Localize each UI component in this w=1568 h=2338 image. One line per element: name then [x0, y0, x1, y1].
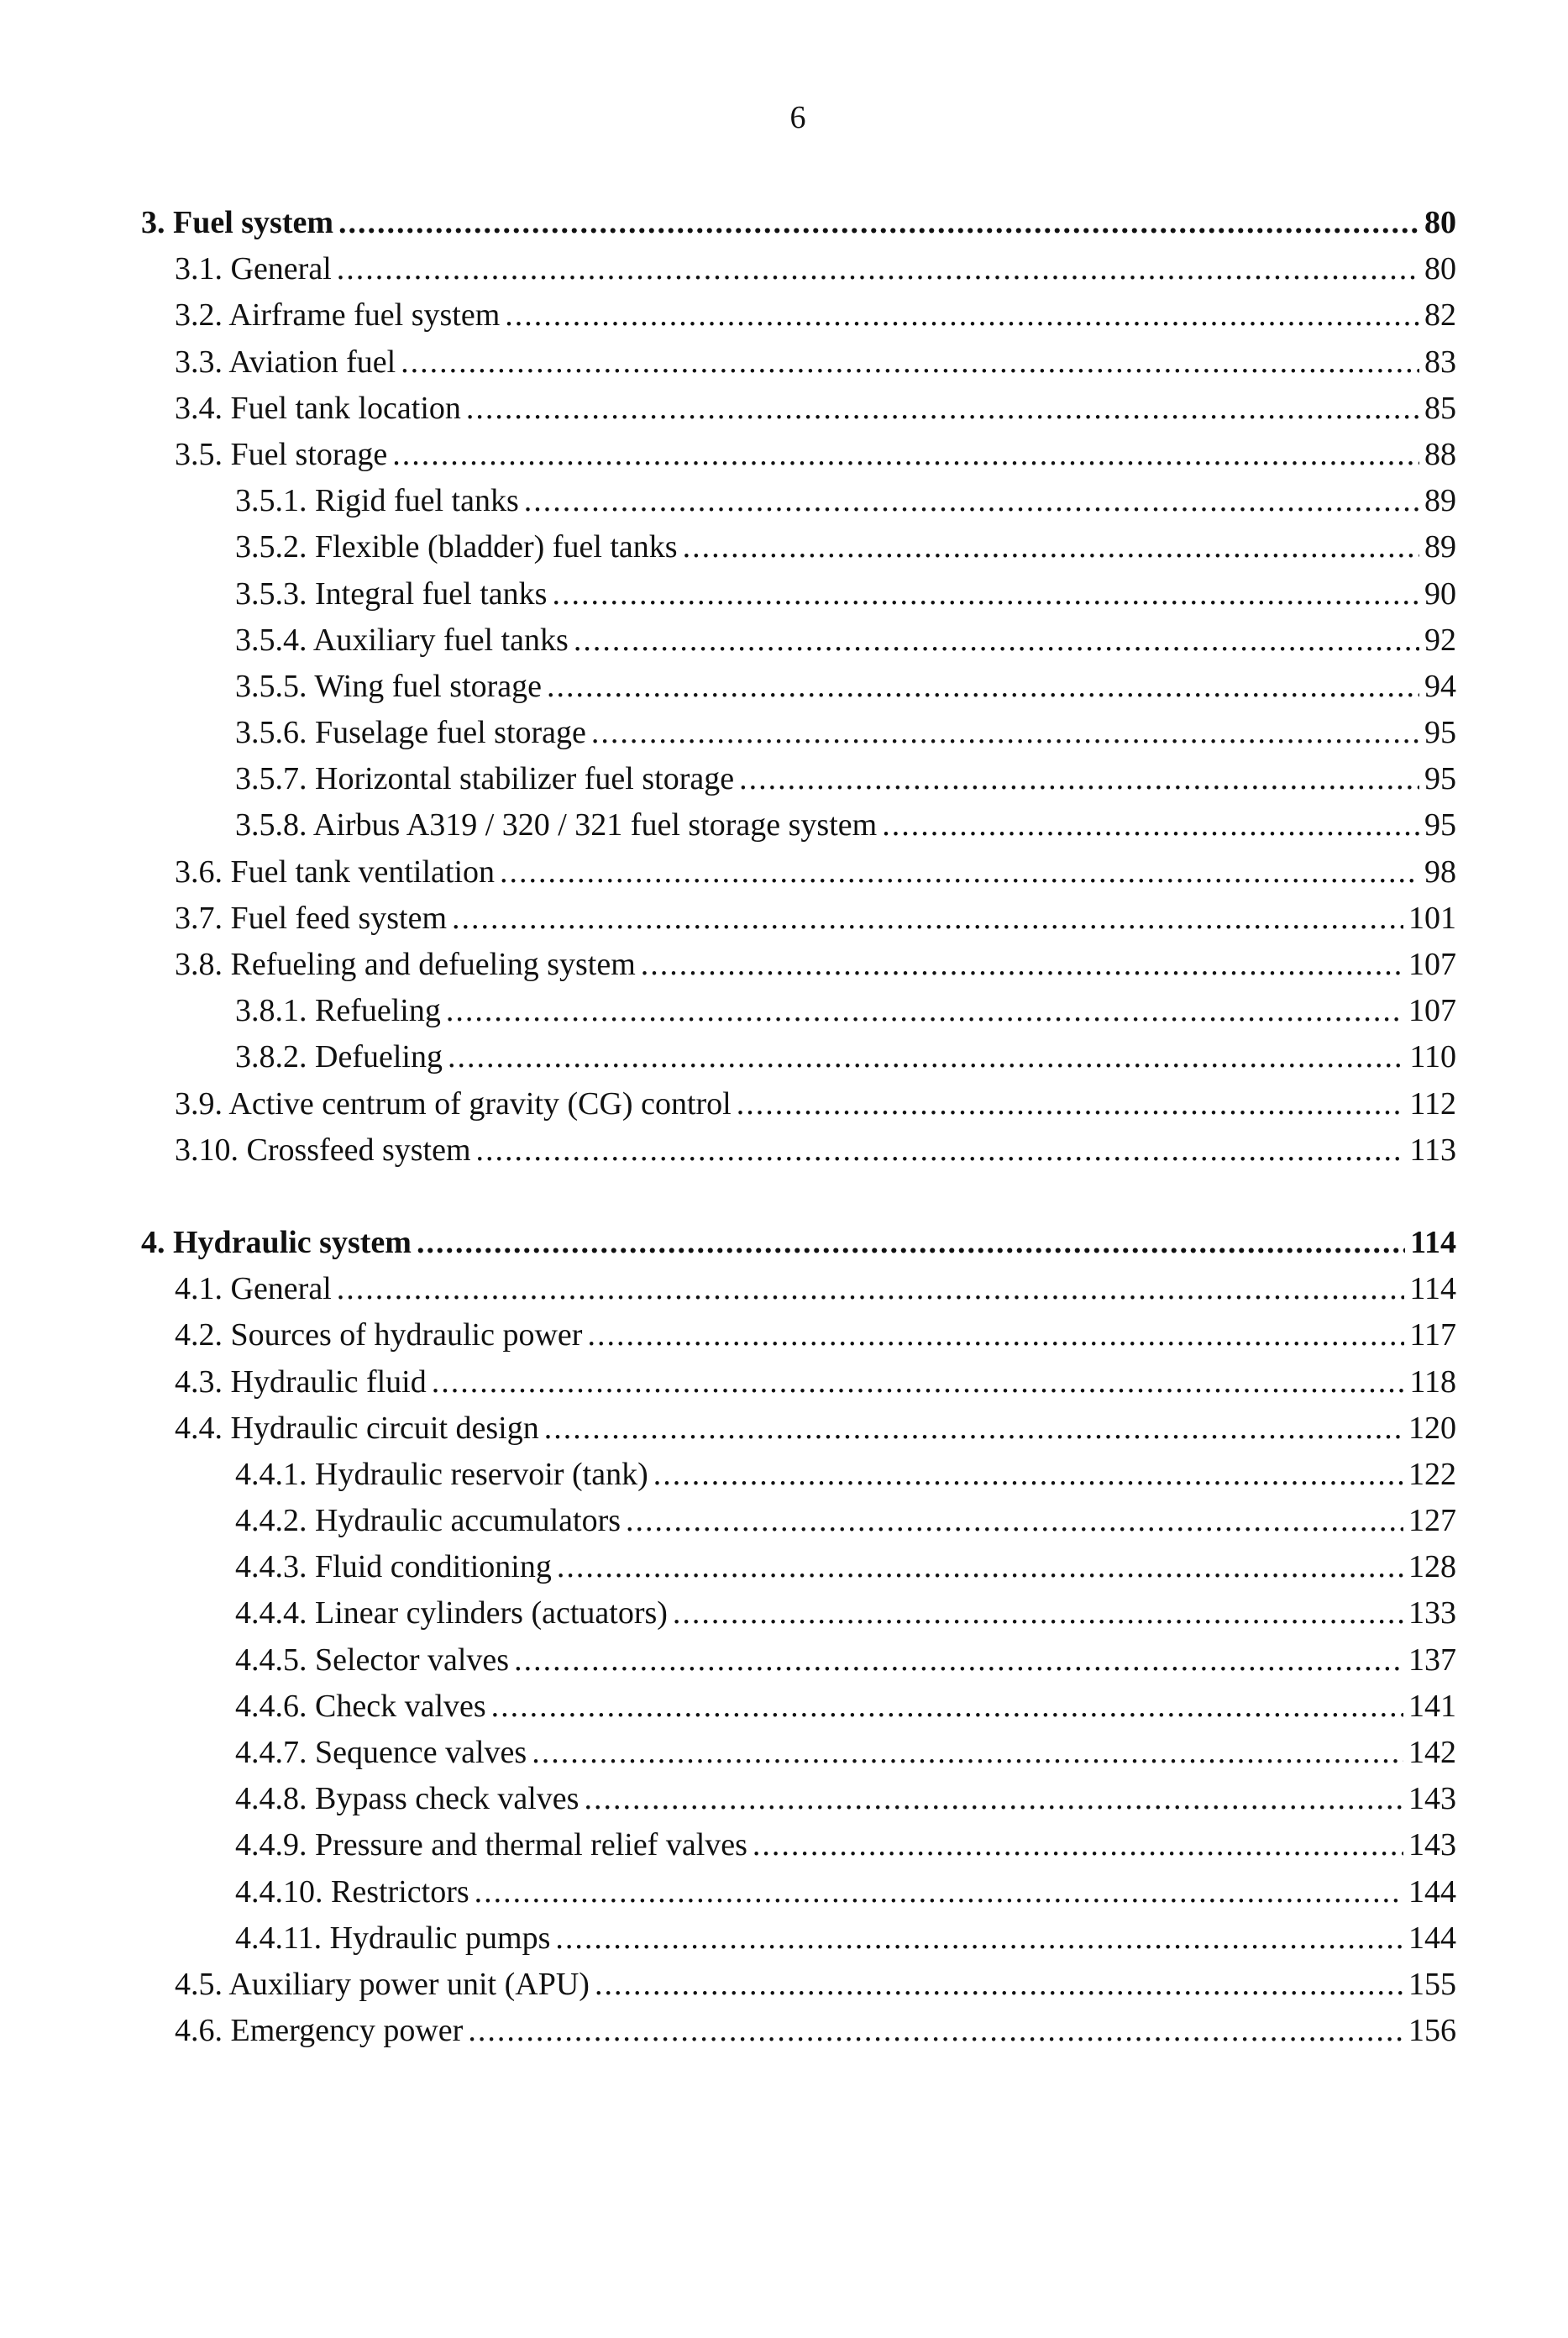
toc-entry[interactable] [141, 432, 1456, 478]
toc-entry[interactable] [141, 339, 1456, 386]
toc-entry-page: 156 [1408, 2013, 1456, 2049]
toc-entry[interactable] [141, 1034, 1456, 1080]
toc-entry-title: 4.4.3. Fluid conditioning [235, 1549, 552, 1585]
toc-entry[interactable] [141, 292, 1456, 339]
dot-leader [683, 524, 1419, 570]
dot-leader [641, 942, 1403, 988]
toc-entry[interactable] [141, 524, 1456, 570]
toc-entry-title: 3.1. General [175, 251, 332, 287]
dot-leader [544, 1405, 1403, 1452]
dot-leader [673, 1590, 1403, 1637]
toc-entry-title: 3.5.4. Auxiliary fuel tanks [235, 622, 569, 658]
toc-entry-page: 144 [1408, 1920, 1456, 1956]
toc-entry[interactable] [141, 1637, 1456, 1684]
toc-entry[interactable] [141, 386, 1456, 432]
toc-entry[interactable] [141, 1081, 1456, 1127]
toc-entry-page: 143 [1408, 1827, 1456, 1863]
toc-entry[interactable] [141, 664, 1456, 710]
toc-entry[interactable] [141, 1266, 1456, 1312]
toc-entry-title: 4.4.6. Check valves [235, 1688, 486, 1724]
dot-leader [595, 1962, 1403, 2008]
toc-entry-title: 4.4.4. Linear cylinders (actuators) [235, 1595, 668, 1631]
toc-entry-title: 3.4. Fuel tank location [175, 390, 461, 426]
toc-entry-page: 92 [1424, 622, 1456, 658]
toc-entry-page: 112 [1409, 1085, 1456, 1122]
toc-entry[interactable] [141, 1498, 1456, 1544]
toc-entry-page: 143 [1408, 1781, 1456, 1817]
toc-entry[interactable] [141, 2008, 1456, 2054]
toc-entry-page: 101 [1408, 900, 1456, 936]
toc-entry-page: 133 [1408, 1595, 1456, 1631]
dot-leader [417, 1220, 1405, 1266]
toc-entry[interactable] [141, 617, 1456, 664]
toc-entry-title: 3. Fuel system [141, 205, 334, 240]
dot-leader [475, 1869, 1403, 1915]
dot-leader [532, 1730, 1403, 1776]
dot-leader [882, 802, 1419, 849]
dot-leader [555, 1915, 1403, 1962]
toc-entry-title: 4.4.10. Restrictors [235, 1873, 469, 1910]
dot-leader [739, 756, 1419, 802]
toc-entry-title: 3.5.7. Horizontal stabilizer fuel storage [235, 761, 735, 797]
toc-entry[interactable] [141, 1359, 1456, 1405]
toc-entry[interactable] [141, 571, 1456, 617]
toc-entry[interactable] [141, 1869, 1456, 1915]
dot-leader [432, 1359, 1405, 1405]
toc-chapter-entry[interactable] [141, 200, 1456, 246]
toc-entry-title: 4.4.7. Sequence valves [235, 1735, 527, 1770]
toc-entry-title: 4. Hydraulic system [141, 1224, 412, 1260]
dot-leader [547, 664, 1419, 710]
dot-leader [753, 1822, 1403, 1868]
dot-leader [505, 292, 1419, 339]
dot-leader [514, 1637, 1403, 1684]
dot-leader [452, 896, 1403, 942]
toc-entry-page: 127 [1408, 1503, 1456, 1539]
dot-leader [584, 1776, 1403, 1822]
toc-entry[interactable] [141, 1822, 1456, 1868]
toc-entry-title: 3.5.5. Wing fuel storage [235, 668, 543, 704]
toc-entry-page: 82 [1424, 297, 1456, 334]
toc-entry-title: 4.4. Hydraulic circuit design [175, 1410, 539, 1446]
dot-leader [446, 988, 1403, 1034]
toc-entry-title: 4.1. General [175, 1271, 332, 1307]
toc-entry-page: 137 [1408, 1642, 1456, 1678]
dot-leader [466, 386, 1419, 432]
toc-entry-title: 3.7. Fuel feed system [175, 900, 448, 936]
toc-entry-title: 3.8.1. Refueling [235, 993, 441, 1029]
toc-entry[interactable] [141, 896, 1456, 942]
toc-entry-page: 80 [1424, 205, 1456, 240]
toc-entry-page: 155 [1408, 1966, 1456, 2002]
toc-entry[interactable] [141, 756, 1456, 802]
toc-entry[interactable] [141, 988, 1456, 1034]
toc-entry[interactable] [141, 1915, 1456, 1962]
toc-entry-title: 3.5.2. Flexible (bladder) fuel tanks [235, 529, 678, 565]
toc-entry-page: 122 [1408, 1456, 1456, 1492]
toc-entry[interactable] [141, 1452, 1456, 1498]
dot-leader [337, 246, 1419, 292]
toc-entry-title: 4.4.5. Selector valves [235, 1642, 510, 1678]
toc-entry[interactable] [141, 1544, 1456, 1590]
toc-entry[interactable] [141, 1776, 1456, 1822]
toc-entry-page: 141 [1408, 1688, 1456, 1724]
dot-leader [524, 478, 1419, 524]
toc-entry-title: 4.2. Sources of hydraulic power [175, 1317, 583, 1353]
toc-entry-title: 3.6. Fuel tank ventilation [175, 854, 496, 890]
toc-entry-title: 3.10. Crossfeed system [175, 1132, 471, 1168]
toc-chapter-entry[interactable] [141, 1220, 1456, 1266]
toc-entry-page: 89 [1424, 529, 1456, 565]
dot-leader [476, 1127, 1405, 1174]
toc-entry-title: 3.5.8. Airbus A319 / 320 / 321 fuel storage system [235, 807, 878, 843]
dot-leader [392, 432, 1419, 478]
toc-entry-title: 4.3. Hydraulic fluid [175, 1363, 427, 1400]
toc-entry[interactable] [141, 1962, 1456, 2008]
toc-entry-page: 110 [1409, 1039, 1456, 1075]
toc-entry-title: 4.4.8. Bypass check valves [235, 1781, 579, 1817]
dot-leader [338, 200, 1419, 246]
toc-entry-page: 88 [1424, 436, 1456, 472]
dot-leader [653, 1452, 1403, 1498]
toc-entry-title: 4.4.11. Hydraulic pumps [235, 1920, 551, 1956]
toc-entry[interactable] [141, 1405, 1456, 1452]
toc-entry[interactable] [141, 478, 1456, 524]
toc-entry-title: 3.5.1. Rigid fuel tanks [235, 483, 519, 519]
toc-entry[interactable] [141, 802, 1456, 849]
dot-leader [557, 1544, 1403, 1590]
toc-entry-title: 3.8.2. Defueling [235, 1039, 443, 1075]
toc-entry-page: 144 [1408, 1873, 1456, 1910]
toc-entry[interactable] [141, 1312, 1456, 1358]
toc-entry-page: 83 [1424, 344, 1456, 380]
toc-entry-page: 95 [1424, 715, 1456, 751]
dot-leader [626, 1498, 1403, 1544]
dot-leader [552, 571, 1419, 617]
toc-entry-page: 114 [1409, 1271, 1456, 1307]
dot-leader [491, 1684, 1403, 1730]
toc-entry-title: 4.6. Emergency power [175, 2013, 464, 2049]
toc-entry-page: 114 [1410, 1224, 1456, 1260]
dot-leader [574, 617, 1419, 664]
toc-entry-page: 142 [1408, 1735, 1456, 1770]
dot-leader [591, 710, 1419, 756]
toc-entry-title: 3.9. Active centrum of gravity (CG) control [175, 1085, 732, 1122]
toc-entry-page: 95 [1424, 807, 1456, 843]
toc-entry-page: 95 [1424, 761, 1456, 797]
dot-leader [737, 1081, 1405, 1127]
toc-entry-page: 118 [1409, 1363, 1456, 1400]
dot-leader [587, 1312, 1404, 1358]
toc-entry-page: 80 [1424, 251, 1456, 287]
toc-entry-title: 3.8. Refueling and defueling system [175, 947, 636, 982]
toc-entry-title: 3.5.3. Integral fuel tanks [235, 575, 548, 612]
toc-entry-title: 3.5.6. Fuselage fuel storage [235, 715, 586, 751]
table-of-contents [141, 200, 1456, 2054]
toc-entry[interactable] [141, 942, 1456, 988]
toc-entry[interactable] [141, 1684, 1456, 1730]
toc-entry-page: 85 [1424, 390, 1456, 426]
dot-leader [448, 1034, 1404, 1080]
dot-leader [468, 2008, 1403, 2054]
toc-entry[interactable] [141, 246, 1456, 292]
toc-entry-page: 107 [1408, 993, 1456, 1029]
page-number: 6 [789, 100, 806, 135]
toc-entry-title: 4.4.9. Pressure and thermal relief valves [235, 1827, 747, 1863]
toc-entry-title: 4.5. Auxiliary power unit (APU) [175, 1966, 590, 2002]
toc-entry[interactable] [141, 1127, 1456, 1174]
toc-entry-title: 3.3. Aviation fuel [175, 344, 396, 380]
section-gap [141, 1174, 1456, 1220]
toc-entry-title: 4.4.2. Hydraulic accumulators [235, 1503, 621, 1539]
toc-entry-page: 117 [1409, 1317, 1456, 1353]
toc-entry-title: 4.4.1. Hydraulic reservoir (tank) [235, 1456, 648, 1492]
toc-entry-page: 107 [1408, 947, 1456, 982]
toc-entry-page: 113 [1409, 1132, 1456, 1168]
toc-entry-title: 3.5. Fuel storage [175, 436, 388, 472]
toc-entry[interactable] [141, 710, 1456, 756]
toc-entry[interactable] [141, 849, 1456, 896]
dot-leader [337, 1266, 1405, 1312]
toc-entry-page: 98 [1424, 854, 1456, 890]
toc-entry-page: 128 [1408, 1549, 1456, 1585]
dot-leader [401, 339, 1419, 386]
toc-entry[interactable] [141, 1590, 1456, 1637]
toc-entry-title: 3.2. Airframe fuel system [175, 297, 501, 334]
toc-entry-page: 89 [1424, 483, 1456, 519]
toc-entry-page: 120 [1408, 1410, 1456, 1446]
dot-leader [500, 849, 1419, 896]
toc-entry-page: 90 [1424, 575, 1456, 612]
toc-entry-page: 94 [1424, 668, 1456, 704]
toc-entry[interactable] [141, 1730, 1456, 1776]
